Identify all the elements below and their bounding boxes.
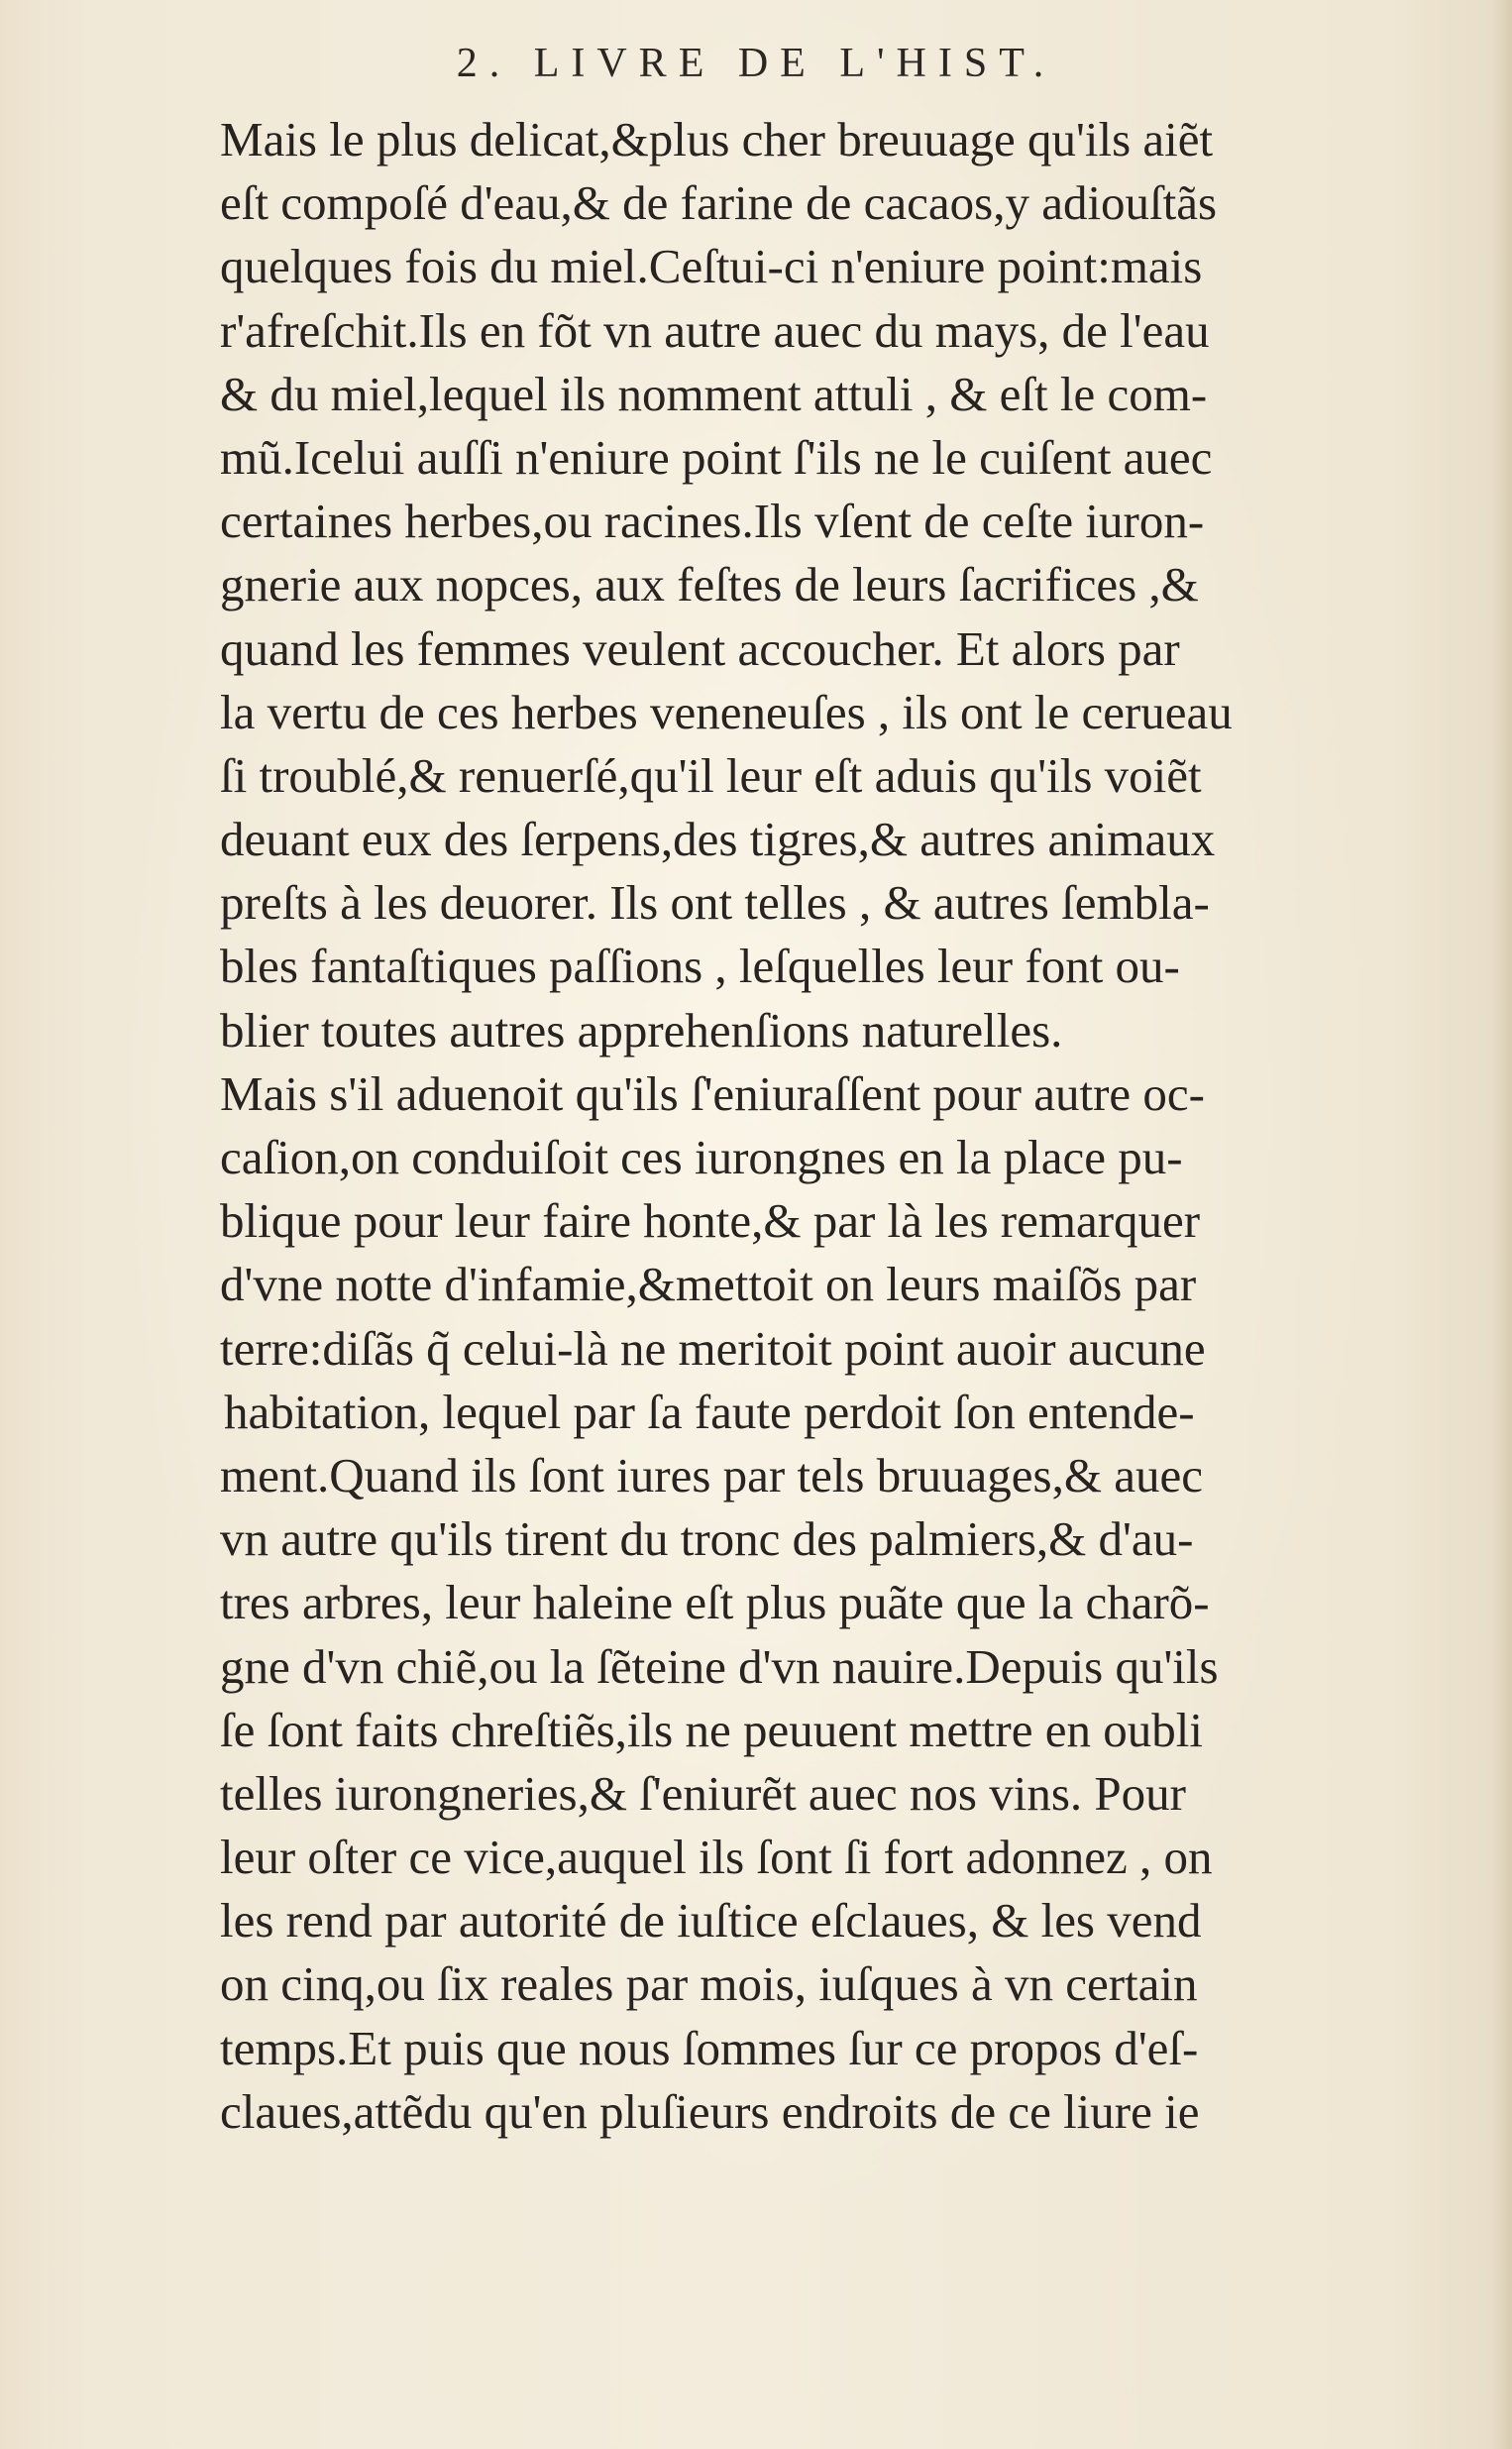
text-line: preſts à les deuorer. Ils ont telles , & autres ſembla- [220,875,1210,931]
text-line: & du miel,lequel ils nomment attuli , & eſt le com- [220,366,1208,421]
text-line: terre:diſãs q̃ celui-là ne meritoit point auoir aucune [220,1320,1206,1376]
text-line: quand les femmes veulent accoucher. Et alors par [220,620,1180,676]
text-line: ſe ſont faits chreſtiẽs,ils ne peuuent mettre en oubli [220,1702,1203,1757]
text-line: gnerie aux nopces, aux feſtes de leurs ſacrifices ,& [220,557,1199,612]
text-line: la vertu de ces herbes veneneuſes , ils ont le cerueau [220,684,1233,739]
text-line: on cinq,ou ſix reales par mois, iuſques à vn certain [220,1956,1198,2012]
text-line: d'vne notte d'infamie,&mettoit on leurs maiſõs par [220,1257,1197,1312]
text-line: Mais s'il aduenoit qu'ils ſ'eniuraſſent pour autre oc- [220,1065,1205,1121]
text-line: gne d'vn chiẽ,ou la ſẽteine d'vn nauire.Depuis qu'ils [220,1638,1219,1694]
text-line: blique pour leur faire honte,& par là les remarquer [220,1193,1201,1249]
text-line: blier toutes autres apprehenſions naturelles. [220,1002,1063,1058]
text-line: temps.Et puis que nous ſommes ſur ce propos d'eſ- [220,2020,1199,2075]
text-line: r'afreſchit.Ils en fõt vn autre auec du mays, de l'eau [220,302,1210,358]
text-line: habitation, lequel par ſa faute perdoit ſon entende- [224,1384,1195,1439]
text-line: quelques fois du miel.Ceſtui-ci n'eniure point:mais [220,239,1203,294]
text-line: Mais le plus delicat,&plus cher breuuage qu'ils aiẽt [220,112,1214,167]
text-line: ment.Quand ils ſont iures par tels bruuages,& auec [220,1447,1203,1503]
text-line: bles fantaſtiques paſſions , leſquelles leur font ou- [220,939,1180,994]
text-line: telles iurongneries,& ſ'eniurẽt auec nos vins. Pour [220,1765,1186,1821]
text-line: certaines herbes,ou racines.Ils vſent de ceſte iuron- [220,494,1205,549]
text-line: les rend par autorité de iuſtice eſclaues, & les vend [220,1893,1202,1948]
text-line: caſion,on conduiſoit ces iurongnes en la place pu- [220,1130,1183,1184]
text-line: eſt compoſé d'eau,& de farine de cacaos,y adiouſtãs [220,175,1218,231]
text-line: claues,attẽdu qu'en pluſieurs endroits de ce liure ie [220,2083,1200,2139]
text-line: mũ.Icelui auſſi n'eniure point ſ'ils ne le cuiſent auec [220,429,1213,485]
text-line: tres arbres, leur haleine eſt plus puãte que la charõ- [220,1575,1210,1630]
body-text [220,108,1449,2144]
page-edge-shadow [1492,0,1512,2449]
text-line: vn autre qu'ils tirent du tronc des palmiers,& d'au- [220,1511,1194,1567]
text-line: leur oſter ce vice,auquel ils ſont ſi fort adonnez , on [220,1830,1213,1885]
running-head: 2. LIVRE DE L'HIST. [456,41,1056,86]
text-line: deuant eux des ſerpens,des tigres,& autres animaux [220,812,1216,867]
text-line: ſi troublé,& renuerſé,qu'il leur eſt aduis qu'ils voiẽt [220,747,1202,803]
